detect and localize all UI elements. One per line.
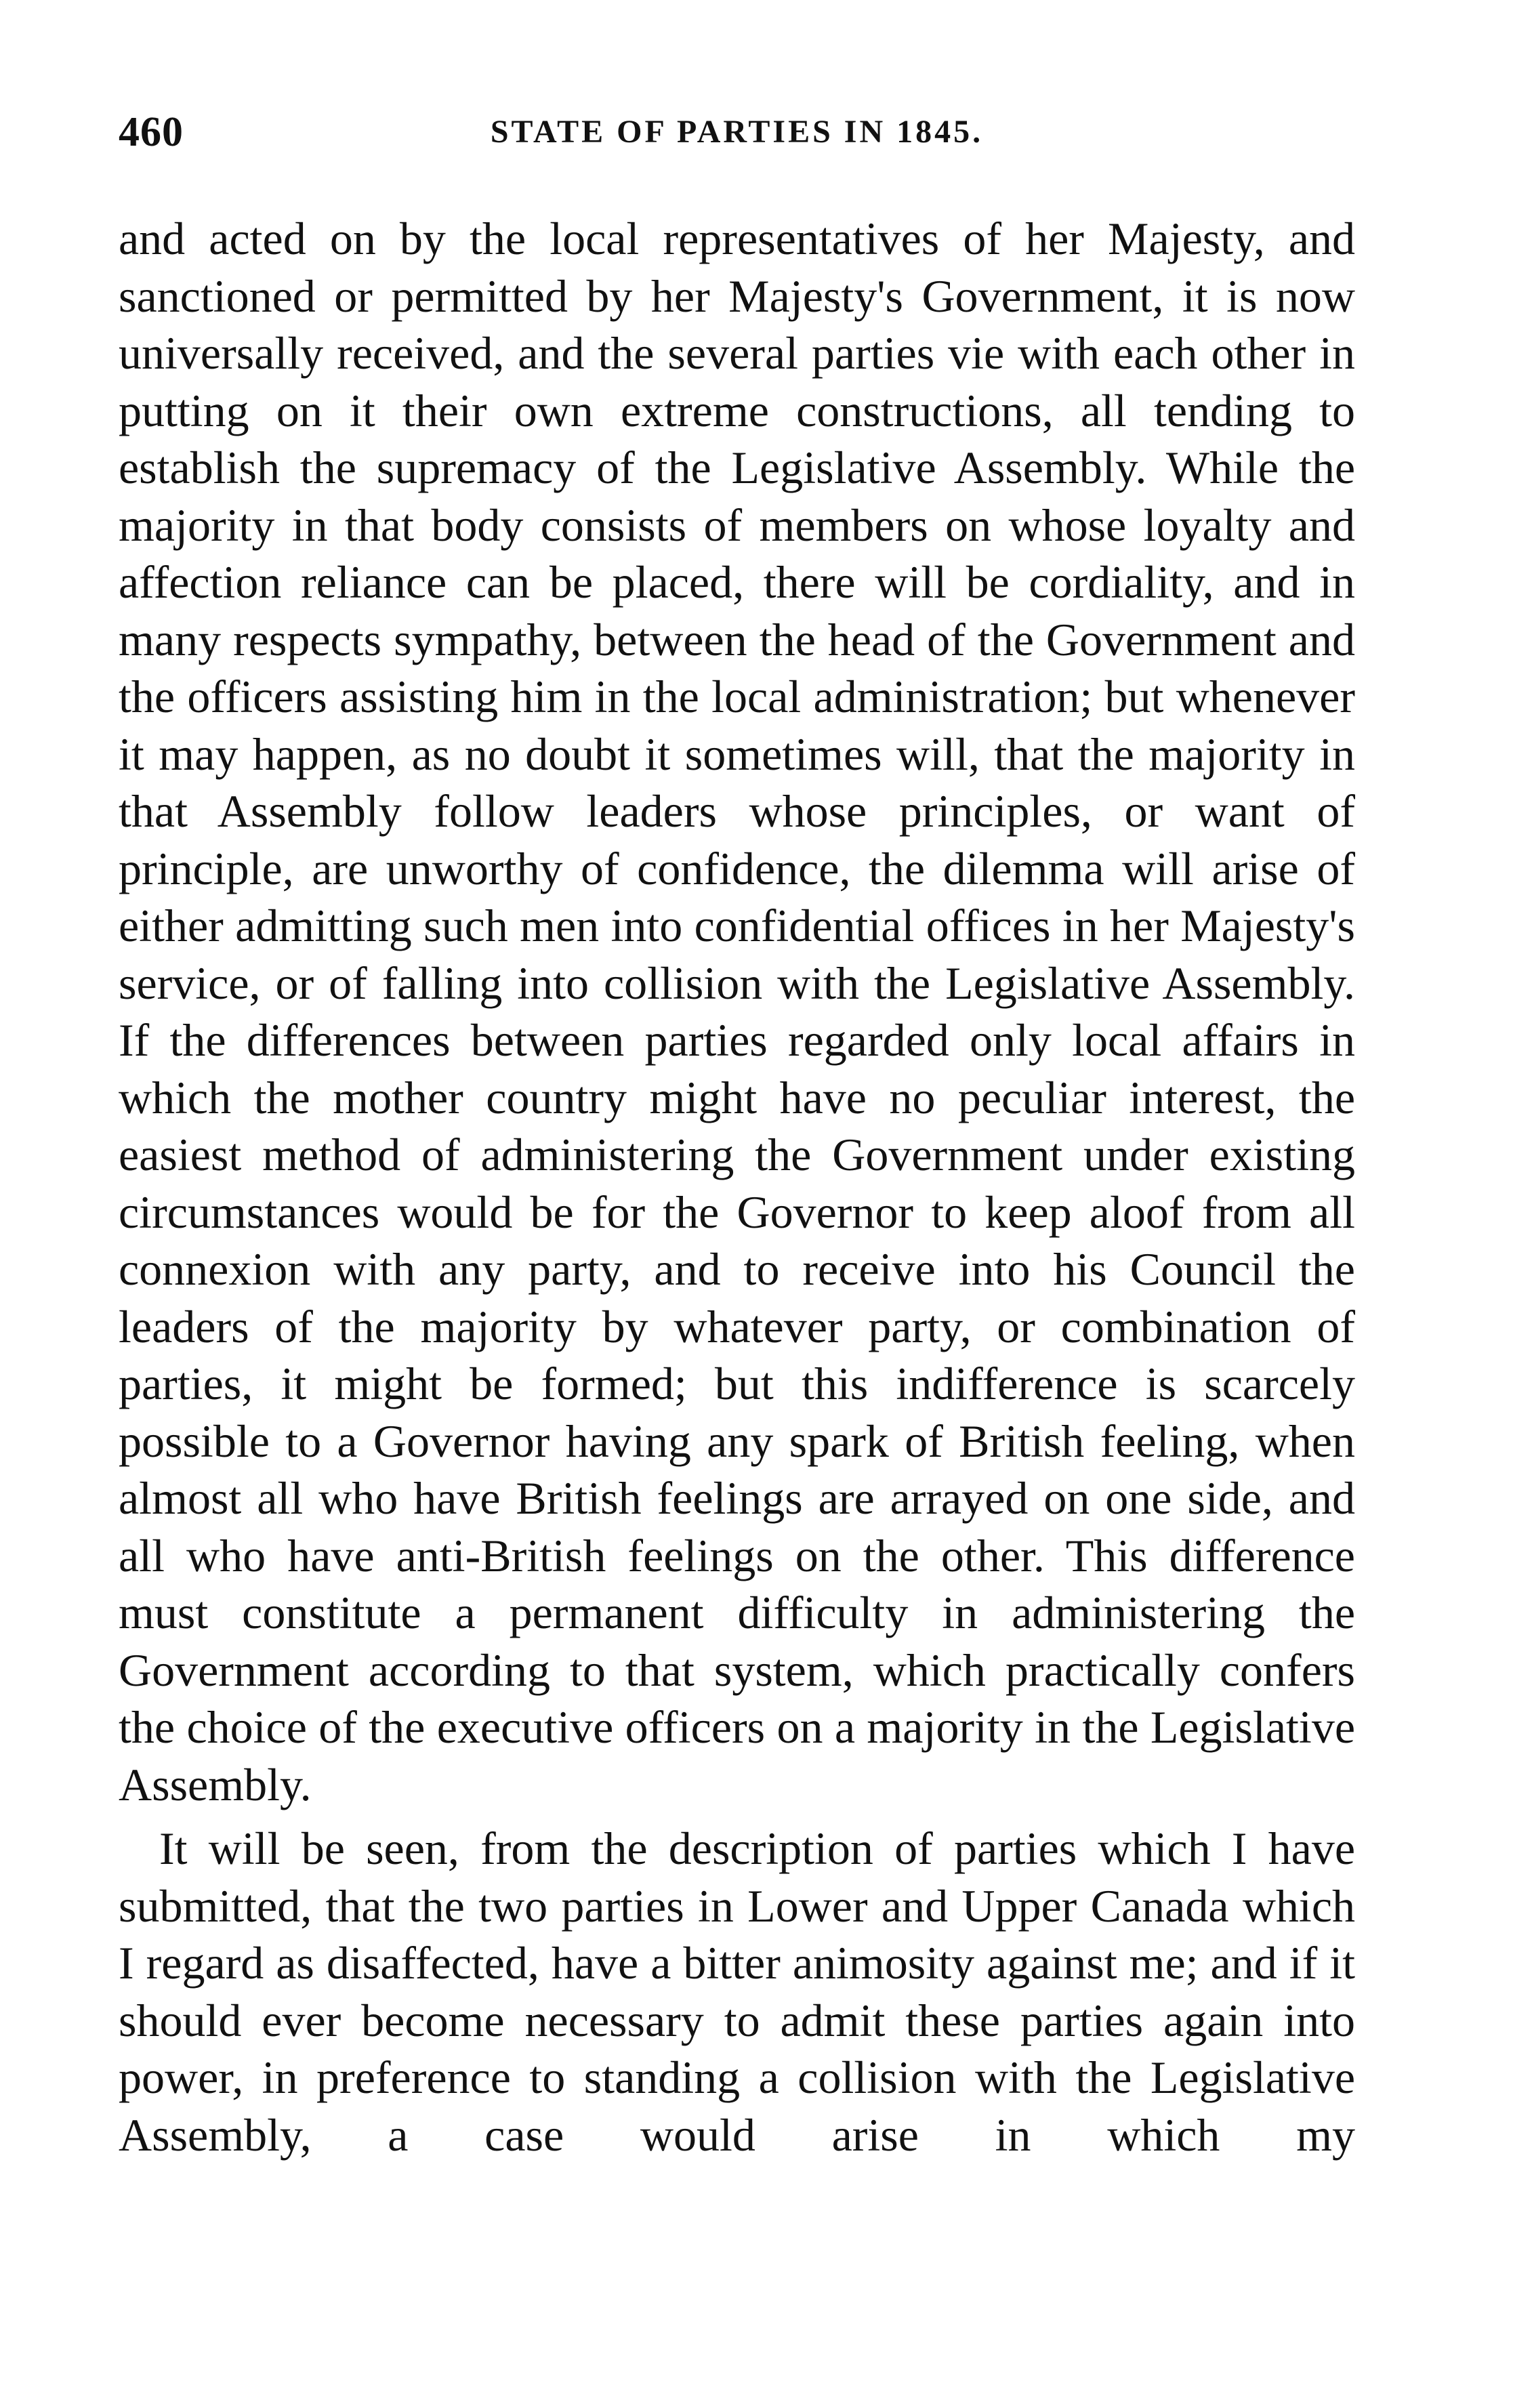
running-head bbox=[119, 102, 1355, 163]
paragraph-1: and acted on by the local representatives of her Majesty, and sanctioned or permitted by her Majesty's Government, it is now universally received, and the several parties vie with each other in putting on it their own extreme constructions, all tending to establish the supremacy of the Legislative Assembly. While the majority in that body consists of members on whose loyalty and affection reliance can be placed, there will be cordiality, and in many respects sympathy, between the head of the Government and the officers assisting him in the local administration; but whenever it may happen, as no doubt it sometimes will, that the majority in that Assembly follow leaders whose principles, or want of principle, are unworthy of confidence, the dilemma will arise of either admitting such men into confidential offices in her Majesty's service, or of falling into collision with the Legislative Assembly. If the differences between parties regarded only local affairs in which the mother country might have no peculiar interest, the easiest method of administering the Government under existing circumstances would be for the Governor to keep aloof from all connexion with any party, and to receive into his Council the leaders of the majority by whatever party, or combination of parties, it might be formed; but this indifference is scarcely possible to a Governor having any spark of British feeling, when almost all who have British feelings are arrayed on one side, and all who have anti-British feelings on the other. This difference must constitute a permanent difficulty in administering the Government according to that system, which practically confers the choice of the executive officers on a majority in the Legislative Assembly. bbox=[119, 213, 1355, 1810]
page-heading: STATE OF PARTIES IN 1845. bbox=[490, 114, 984, 150]
page-number: 460 bbox=[119, 109, 184, 155]
body-text bbox=[119, 210, 1355, 2163]
paragraph-2: It will be seen, from the description of parties which I have submitted, that the two parties in Lower and Upper Canada which I regard as disaffected, have a bitter animosity against me; and if it should ever become necessary to admit these parties again into power, in preference to standing a collision with the Legislative Assembly, a case would arise in which my bbox=[119, 1823, 1355, 2161]
